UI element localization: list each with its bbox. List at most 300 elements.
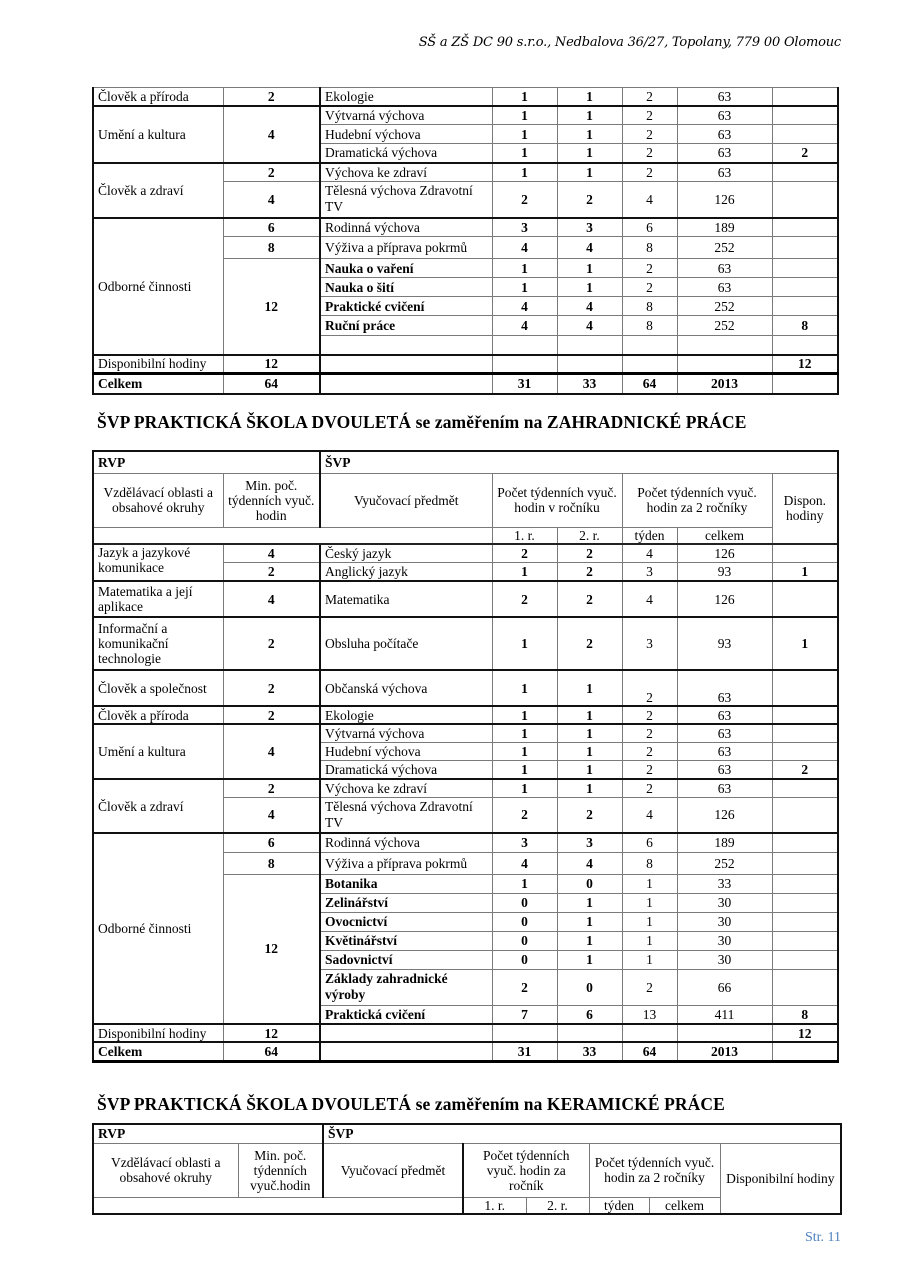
year2-cell: 33 — [557, 374, 622, 394]
dispon-cell — [772, 106, 838, 125]
total-cell: 30 — [677, 931, 772, 950]
subject-cell: Zelinářství — [320, 893, 492, 912]
total-cell: 63 — [677, 144, 772, 163]
year1-cell: 1 — [492, 779, 557, 797]
year1-cell — [492, 355, 557, 374]
min-hours-cell: 2 — [223, 163, 320, 182]
min-hours-cell: 4 — [223, 581, 320, 617]
dispon-cell — [772, 724, 838, 742]
subject-cell — [320, 1042, 492, 1061]
total-cell: 63 — [677, 106, 772, 125]
week-cell: 2 — [622, 278, 677, 297]
week-cell — [622, 336, 677, 355]
dispon-cell — [772, 182, 838, 218]
subject-cell: Základy zahradnické výroby — [320, 969, 492, 1005]
subject-cell — [320, 1024, 492, 1042]
subject-cell: Tělesná výchova Zdravotní TV — [320, 182, 492, 218]
year2-cell: 2 — [557, 182, 622, 218]
total-cell: 63 — [677, 670, 772, 706]
header-row-top — [93, 451, 838, 473]
dispon-cell — [772, 797, 838, 833]
dispon-cell — [772, 833, 838, 852]
year1-cell: 1 — [492, 670, 557, 706]
year2-cell: 3 — [557, 833, 622, 852]
subject-cell: Tělesná výchova Zdravotní TV — [320, 797, 492, 833]
min-hours-cell: 2 — [223, 88, 320, 106]
year1-cell: 4 — [492, 237, 557, 259]
subject-cell: Ekologie — [320, 706, 492, 724]
subject-cell: Výtvarná výchova — [320, 724, 492, 742]
subject-cell — [320, 355, 492, 374]
subject-cell: Dramatická výchova — [320, 760, 492, 779]
total-cell: 30 — [677, 893, 772, 912]
year2-cell: 4 — [557, 237, 622, 259]
min-hours-cell: 4 — [223, 797, 320, 833]
total-cell: 252 — [677, 316, 772, 336]
svp-header: ŠVP — [323, 1124, 841, 1143]
year2-cell: 1 — [557, 106, 622, 125]
week-cell: 2 — [622, 742, 677, 760]
subject-cell — [320, 336, 492, 355]
total-cell: 63 — [677, 742, 772, 760]
subject-cell: Rodinná výchova — [320, 218, 492, 237]
dispon-header: Disponibilní hodiny — [720, 1143, 841, 1214]
week-cell: 2 — [622, 724, 677, 742]
min-hours-cell: 2 — [223, 706, 320, 724]
year2-cell: 1 — [557, 88, 622, 106]
area-cell: Člověk a společnost — [93, 670, 223, 706]
page-number: Str. 11 — [804, 1230, 841, 1245]
subject-cell — [320, 374, 492, 394]
week-cell: 1 — [622, 931, 677, 950]
year2-cell: 4 — [557, 297, 622, 316]
year1-cell: 1 — [492, 106, 557, 125]
subject-cell: Výživa a příprava pokrmů — [320, 237, 492, 259]
year2-cell — [557, 336, 622, 355]
dispon-cell — [772, 893, 838, 912]
two-years-header: Počet týdenních vyuč. hodin za 2 ročníky — [622, 473, 772, 527]
dispon-cell — [772, 163, 838, 182]
disponibilni-row — [93, 1024, 838, 1042]
total-cell: 63 — [677, 706, 772, 724]
total-cell: 93 — [677, 617, 772, 670]
week-cell: 1 — [622, 874, 677, 893]
subject-cell: Výchova ke zdraví — [320, 779, 492, 797]
total-cell: 93 — [677, 562, 772, 581]
dispon-cell — [772, 969, 838, 1005]
total-cell: 63 — [677, 259, 772, 278]
table-row — [93, 163, 838, 182]
total-cell: 63 — [677, 163, 772, 182]
table-row — [93, 706, 838, 724]
header-row-top — [93, 1124, 841, 1143]
total-cell: 126 — [677, 182, 772, 218]
total-cell: 66 — [677, 969, 772, 1005]
week-cell: 4 — [622, 182, 677, 218]
week-cell: 8 — [622, 852, 677, 874]
svp-header: ŠVP — [320, 451, 838, 473]
total-cell: 252 — [677, 237, 772, 259]
year1-cell: 1 — [492, 742, 557, 760]
min-hours-cell: 2 — [223, 670, 320, 706]
area-cell: Celkem — [93, 374, 223, 394]
dispon-cell: 2 — [772, 144, 838, 163]
total-header: celkem — [649, 1197, 720, 1214]
year1-cell: 2 — [492, 182, 557, 218]
year2-cell: 1 — [557, 760, 622, 779]
table-row — [93, 581, 838, 617]
dispon-cell — [772, 278, 838, 297]
total-cell: 252 — [677, 297, 772, 316]
year1-cell: 4 — [492, 852, 557, 874]
year1-cell — [492, 1024, 557, 1042]
total-cell: 63 — [677, 760, 772, 779]
table-row — [93, 88, 838, 106]
year1-cell: 1 — [492, 144, 557, 163]
year2-cell: 2 — [557, 562, 622, 581]
year1-cell: 1 — [492, 724, 557, 742]
week-cell: 3 — [622, 562, 677, 581]
area-cell: Člověk a zdraví — [93, 163, 223, 218]
dispon-cell: 8 — [772, 316, 838, 336]
week-cell: 8 — [622, 237, 677, 259]
year1-cell: 2 — [492, 797, 557, 833]
year2-cell: 2 — [557, 797, 622, 833]
year1-cell: 0 — [492, 931, 557, 950]
min-hours-cell: 8 — [223, 237, 320, 259]
subject-cell: Občanská výchova — [320, 670, 492, 706]
dispon-cell: 12 — [772, 1024, 838, 1042]
total-cell: 126 — [677, 797, 772, 833]
week-cell: 2 — [622, 779, 677, 797]
dispon-header: Dispon. hodiny — [772, 473, 838, 544]
year2-cell: 2 — [557, 544, 622, 562]
area-cell: Člověk a zdraví — [93, 779, 223, 833]
min-hours-cell: 4 — [223, 544, 320, 562]
dispon-cell — [772, 742, 838, 760]
week-cell: 2 — [622, 706, 677, 724]
week-cell: 6 — [622, 833, 677, 852]
year2-cell: 0 — [557, 874, 622, 893]
min-hours-header: Min. poč. týdenních vyuč. hodin — [223, 473, 320, 527]
year1-cell: 1 — [492, 125, 557, 144]
min-hours-cell: 4 — [223, 724, 320, 779]
week-header: týden — [622, 527, 677, 544]
empty-header-cell — [93, 527, 492, 544]
week-cell: 1 — [622, 912, 677, 931]
area-cell: Disponibilní hodiny — [93, 355, 223, 374]
year1-cell: 3 — [492, 833, 557, 852]
area-cell: Člověk a příroda — [93, 706, 223, 724]
total-cell: 63 — [677, 278, 772, 297]
week-cell: 4 — [622, 544, 677, 562]
min-hours-cell: 6 — [223, 833, 320, 852]
year1-cell — [492, 336, 557, 355]
subject-cell: Hudební výchova — [320, 125, 492, 144]
dispon-cell — [772, 297, 838, 316]
subject-cell: Matematika — [320, 581, 492, 617]
year1-cell: 1 — [492, 617, 557, 670]
week-cell: 2 — [622, 125, 677, 144]
total-cell — [677, 336, 772, 355]
total-cell: 30 — [677, 950, 772, 969]
area-header: Vzdělávací oblasti a obsahové okruhy — [93, 1143, 238, 1197]
year2-header: 2. r. — [526, 1197, 589, 1214]
table-row — [93, 617, 838, 670]
area-cell: Člověk a příroda — [93, 88, 223, 106]
min-hours-cell: 12 — [223, 1024, 320, 1042]
year1-cell: 2 — [492, 544, 557, 562]
year2-cell: 1 — [557, 950, 622, 969]
total-cell: 189 — [677, 218, 772, 237]
page-header: SŠ a ZŠ DC 90 s.r.o., Nedbalova 36/27, Topolany, 779 00 Olomouc — [418, 35, 841, 50]
total-cell: 252 — [677, 852, 772, 874]
year2-cell: 2 — [557, 617, 622, 670]
dispon-cell: 8 — [772, 1005, 838, 1024]
week-cell: 2 — [622, 969, 677, 1005]
year1-cell: 3 — [492, 218, 557, 237]
subject-cell: Botanika — [320, 874, 492, 893]
week-cell: 13 — [622, 1005, 677, 1024]
header-row — [93, 1143, 841, 1197]
week-cell: 1 — [622, 893, 677, 912]
min-hours-cell: 4 — [223, 182, 320, 218]
dispon-cell — [772, 670, 838, 706]
min-hours-header: Min. poč. týdenních vyuč.hodin — [238, 1143, 323, 1197]
subject-cell: Výchova ke zdraví — [320, 163, 492, 182]
per-year-header: Počet týdenních vyuč. hodin v ročníku — [492, 473, 622, 527]
dispon-cell — [772, 1042, 838, 1061]
year2-cell: 2 — [557, 581, 622, 617]
year2-cell: 3 — [557, 218, 622, 237]
subject-header: Vyučovací předmět — [323, 1143, 463, 1197]
week-cell: 8 — [622, 297, 677, 316]
table-row — [93, 218, 838, 237]
area-cell: Informační a komunikační technologie — [93, 617, 223, 670]
week-cell — [622, 1024, 677, 1042]
total-cell: 411 — [677, 1005, 772, 1024]
year1-cell: 2 — [492, 969, 557, 1005]
area-header: Vzdělávací oblasti a obsahové okruhy — [93, 473, 223, 527]
year2-cell: 1 — [557, 125, 622, 144]
subject-cell: Praktická cvičení — [320, 1005, 492, 1024]
two-years-header: Počet týdenních vyuč. hodin za 2 ročníky — [589, 1143, 720, 1197]
subject-cell: Rodinná výchova — [320, 833, 492, 852]
subject-cell: Výživa a příprava pokrmů — [320, 852, 492, 874]
total-row — [93, 1042, 838, 1061]
total-cell: 2013 — [677, 374, 772, 394]
section-title-zahradnicke: ŠVP PRAKTICKÁ ŠKOLA DVOULETÁ se zaměřením na ZAHRADNICKÉ PRÁCE — [97, 412, 747, 432]
subject-cell: Výtvarná výchova — [320, 106, 492, 125]
subject-cell: Hudební výchova — [320, 742, 492, 760]
year2-cell: 1 — [557, 278, 622, 297]
year1-cell: 4 — [492, 297, 557, 316]
year1-cell: 0 — [492, 893, 557, 912]
total-cell: 63 — [677, 779, 772, 797]
total-cell — [677, 1024, 772, 1042]
subject-cell: Nauka o šití — [320, 278, 492, 297]
area-cell: Disponibilní hodiny — [93, 1024, 223, 1042]
dispon-cell — [772, 218, 838, 237]
min-hours-cell: 4 — [223, 106, 320, 163]
year1-cell: 1 — [492, 562, 557, 581]
week-cell: 3 — [622, 617, 677, 670]
year2-cell: 4 — [557, 316, 622, 336]
total-cell: 33 — [677, 874, 772, 893]
dispon-cell: 12 — [772, 355, 838, 374]
week-cell: 2 — [622, 259, 677, 278]
dispon-cell — [772, 88, 838, 106]
min-hours-cell: 6 — [223, 218, 320, 237]
disponibilni-row — [93, 355, 838, 374]
total-cell: 63 — [677, 125, 772, 144]
header-subrow — [93, 527, 838, 544]
subject-cell: Anglický jazyk — [320, 562, 492, 581]
total-cell: 2013 — [677, 1042, 772, 1061]
year1-cell: 4 — [492, 316, 557, 336]
year1-cell: 1 — [492, 760, 557, 779]
year2-cell: 1 — [557, 742, 622, 760]
week-cell: 4 — [622, 581, 677, 617]
year1-cell: 1 — [492, 278, 557, 297]
week-header: týden — [589, 1197, 649, 1214]
dispon-cell — [772, 950, 838, 969]
area-cell: Umění a kultura — [93, 724, 223, 779]
min-hours-cell: 2 — [223, 617, 320, 670]
year2-cell: 33 — [557, 1042, 622, 1061]
week-cell — [622, 355, 677, 374]
total-cell: 63 — [677, 88, 772, 106]
dispon-cell — [772, 706, 838, 724]
year2-cell: 1 — [557, 912, 622, 931]
dispon-cell: 1 — [772, 562, 838, 581]
per-year-header: Počet týdenních vyuč. hodin za ročník — [463, 1143, 589, 1197]
section-title-keramicke: ŠVP PRAKTICKÁ ŠKOLA DVOULETÁ se zaměřením na KERAMICKÉ PRÁCE — [97, 1094, 725, 1114]
week-cell: 8 — [622, 316, 677, 336]
year2-header: 2. r. — [557, 527, 622, 544]
dispon-cell — [772, 779, 838, 797]
year2-cell — [557, 1024, 622, 1042]
year1-cell: 7 — [492, 1005, 557, 1024]
week-cell: 6 — [622, 218, 677, 237]
week-cell: 2 — [622, 163, 677, 182]
curriculum-table-zahradnicke — [92, 450, 839, 1063]
year1-header: 1. r. — [463, 1197, 526, 1214]
area-cell: Odborné činnosti — [93, 833, 223, 1024]
dispon-cell — [772, 874, 838, 893]
subject-cell: Ruční práce — [320, 316, 492, 336]
rvp-header: RVP — [93, 1124, 323, 1143]
year1-cell: 1 — [492, 874, 557, 893]
subject-cell: Sadovnictví — [320, 950, 492, 969]
table-row — [93, 544, 838, 562]
year2-cell: 1 — [557, 893, 622, 912]
table-row — [93, 833, 838, 852]
year1-cell: 1 — [492, 259, 557, 278]
min-hours-cell: 8 — [223, 852, 320, 874]
header-row — [93, 473, 838, 527]
year2-cell: 6 — [557, 1005, 622, 1024]
week-cell: 64 — [622, 1042, 677, 1061]
week-cell: 2 — [622, 760, 677, 779]
dispon-cell: 2 — [772, 760, 838, 779]
table-row — [93, 724, 838, 742]
year1-cell: 31 — [492, 374, 557, 394]
curriculum-table-continued — [92, 87, 839, 395]
min-hours-cell: 12 — [223, 355, 320, 374]
min-hours-cell: 12 — [223, 259, 320, 355]
rvp-header: RVP — [93, 451, 320, 473]
min-hours-cell: 12 — [223, 874, 320, 1024]
subject-cell: Nauka o vaření — [320, 259, 492, 278]
dispon-cell — [772, 852, 838, 874]
area-cell: Umění a kultura — [93, 106, 223, 163]
table-row — [93, 779, 838, 797]
year2-cell — [557, 355, 622, 374]
dispon-cell — [772, 374, 838, 394]
year2-cell: 1 — [557, 259, 622, 278]
year2-cell: 1 — [557, 670, 622, 706]
subject-cell: Ovocnictví — [320, 912, 492, 931]
year2-cell: 1 — [557, 779, 622, 797]
year2-cell: 0 — [557, 969, 622, 1005]
dispon-cell — [772, 237, 838, 259]
table-row — [93, 106, 838, 125]
empty-header-cell — [93, 1197, 463, 1214]
year1-cell: 2 — [492, 581, 557, 617]
year1-cell: 0 — [492, 950, 557, 969]
year1-header: 1. r. — [492, 527, 557, 544]
total-cell — [677, 355, 772, 374]
area-cell: Odborné činnosti — [93, 218, 223, 355]
subject-cell: Ekologie — [320, 88, 492, 106]
dispon-cell: 1 — [772, 617, 838, 670]
dispon-cell — [772, 259, 838, 278]
curriculum-table-keramicke — [92, 1123, 842, 1215]
year2-cell: 1 — [557, 163, 622, 182]
year1-cell: 1 — [492, 163, 557, 182]
week-cell: 4 — [622, 797, 677, 833]
week-cell: 2 — [622, 670, 677, 706]
week-cell: 2 — [622, 88, 677, 106]
year2-cell: 1 — [557, 931, 622, 950]
year2-cell: 1 — [557, 724, 622, 742]
total-cell: 63 — [677, 724, 772, 742]
dispon-cell — [772, 125, 838, 144]
min-hours-cell: 2 — [223, 562, 320, 581]
year1-cell: 1 — [492, 706, 557, 724]
subject-cell: Obsluha počítače — [320, 617, 492, 670]
dispon-cell — [772, 581, 838, 617]
area-cell: Matematika a její aplikace — [93, 581, 223, 617]
min-hours-cell: 64 — [223, 374, 320, 394]
area-cell: Jazyk a jazykové komunikace — [93, 544, 223, 581]
total-cell: 126 — [677, 544, 772, 562]
dispon-cell — [772, 931, 838, 950]
year2-cell: 1 — [557, 706, 622, 724]
year2-cell: 1 — [557, 144, 622, 163]
week-cell: 2 — [622, 106, 677, 125]
year2-cell: 4 — [557, 852, 622, 874]
subject-header: Vyučovací předmět — [320, 473, 492, 527]
subject-cell: Český jazyk — [320, 544, 492, 562]
total-row — [93, 374, 838, 394]
year1-cell: 31 — [492, 1042, 557, 1061]
year1-cell: 1 — [492, 88, 557, 106]
total-cell: 30 — [677, 912, 772, 931]
subject-cell: Květinářství — [320, 931, 492, 950]
area-cell: Celkem — [93, 1042, 223, 1061]
